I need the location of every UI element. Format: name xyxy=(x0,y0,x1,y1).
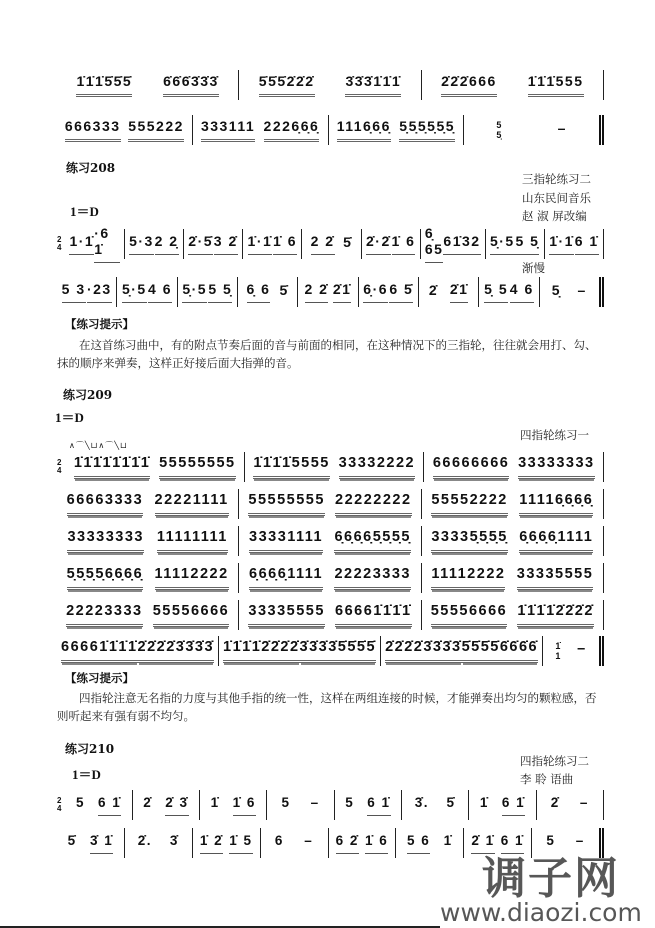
measure xyxy=(421,225,486,259)
note-group: 5̇5̇5̇2̇2̇2̇ xyxy=(259,73,315,97)
note-group: 33333333 xyxy=(67,529,144,553)
sustain-dash: – xyxy=(304,833,314,848)
measure xyxy=(238,277,298,307)
measure xyxy=(65,790,132,820)
note-group: 6 1̇ xyxy=(575,233,599,255)
note-group: 666333 xyxy=(65,118,121,142)
watermark-url: www.diaozi.com xyxy=(440,898,642,927)
tempo-mark: 渐慢 xyxy=(522,261,545,275)
measure xyxy=(57,636,219,666)
note-group: 1̇ 2̇ xyxy=(200,833,223,854)
measure xyxy=(298,277,358,307)
note-group: 555222 xyxy=(128,118,184,142)
note-group: 1̇ 6 xyxy=(273,233,297,255)
note-group: 5̣5̣5̣5̣6̣6̣6̣6̣ xyxy=(67,566,144,590)
note-group: 2 2̇ xyxy=(305,281,329,303)
measure xyxy=(65,225,124,259)
measure xyxy=(117,277,177,307)
measure xyxy=(424,452,604,482)
note-group: 3̇3̇3̇3̇5̇5̇5̇5̇ xyxy=(300,639,377,663)
note-group: 3̇3̇3̇1̇1̇1̇ xyxy=(345,73,401,97)
note-group: 2̇ xyxy=(550,795,560,810)
note-group: 5 6 xyxy=(407,833,430,854)
time-signature xyxy=(57,797,61,813)
note-group: 5̇ xyxy=(279,281,289,298)
exercise-208-key: 1＝D xyxy=(70,204,99,219)
note-group: 1̇ 6 xyxy=(392,233,416,255)
note-group: 66666666 xyxy=(433,455,510,479)
measure xyxy=(193,828,261,858)
note-group: 11112222 xyxy=(431,566,505,590)
note-group: 3 2̇ xyxy=(214,233,238,255)
time-signature xyxy=(57,236,61,252)
note-group: 1̇·1̇ xyxy=(549,233,574,255)
note-group: 5̣·5 xyxy=(182,281,207,303)
measure xyxy=(57,828,125,858)
measure xyxy=(362,229,421,259)
note-group: 1̇ 5 xyxy=(229,833,252,854)
measure xyxy=(422,526,604,556)
note-group: 22222222 xyxy=(335,492,412,516)
note-group: 6̣ 65 xyxy=(425,225,444,263)
measure xyxy=(239,563,421,593)
note-group: ·6 1̇ xyxy=(94,225,120,263)
time-signature-bottom: 4 xyxy=(57,466,62,475)
measure xyxy=(239,70,421,100)
ex207-tail-system-2 xyxy=(57,115,604,145)
note-group: 5 xyxy=(546,833,556,848)
note-group: 5 xyxy=(345,795,355,810)
time-signature-bottom: 4 xyxy=(57,243,62,252)
note-group: 1̇·1̇ xyxy=(248,233,273,255)
exercise-210-composer: 李 聆 语曲 xyxy=(520,772,574,786)
note-group: 6 1̇ xyxy=(501,833,524,854)
note-group: 2̇·5̇ xyxy=(188,233,213,255)
note-group: 5̇5̇5̇5̇6̇6̇6̇6̇ xyxy=(462,639,539,663)
note-group: 33333333 xyxy=(518,455,595,479)
measure xyxy=(396,828,464,858)
note-group: 1̇1̇1̇1̇2̇2̇2̇2̇ xyxy=(223,639,300,663)
ex209-system-4 xyxy=(57,563,604,593)
measure xyxy=(381,636,543,666)
note-group: 55555555 xyxy=(159,455,236,479)
ex209-system-6 xyxy=(57,636,604,666)
note-group: 33335555 xyxy=(248,603,325,627)
measure xyxy=(65,452,245,482)
exercise-210-title: 练习210 xyxy=(65,742,115,756)
measure xyxy=(184,229,243,259)
note-group: 2̇1̇ xyxy=(450,281,469,303)
measure xyxy=(178,277,238,307)
note-group: 4 6 xyxy=(148,281,172,303)
measure xyxy=(486,229,545,259)
note-group: 2̇ xyxy=(428,281,439,298)
note-group: 1̇ xyxy=(479,795,489,810)
note-group: 6̣·6 xyxy=(363,281,388,303)
note-group: 6 1̇ xyxy=(502,795,525,816)
note-group: 2̇ xyxy=(143,795,153,810)
sustain-dash: – xyxy=(577,640,587,657)
sustain-dash: – xyxy=(579,795,589,810)
measure xyxy=(402,790,469,820)
note-group: 33335555 xyxy=(517,566,594,590)
exercise-209-key: 1＝D xyxy=(55,410,84,425)
measure xyxy=(193,115,329,145)
chord-note: 1̇ xyxy=(555,641,561,651)
note-group: 4 6 xyxy=(510,281,534,303)
note-group: 2226̣6̣6̣ xyxy=(264,118,320,142)
time-signature-top: 2 xyxy=(57,458,62,467)
exercise-208-subtitle: 三指轮练习二 xyxy=(522,172,591,186)
exercise-209-title: 练习209 xyxy=(63,388,113,402)
sustain-dash: – xyxy=(557,119,567,136)
measure xyxy=(422,600,604,630)
note-group: 1̇1̇1̇1̇2̇2̇2̇2̇ xyxy=(517,603,594,627)
time-signature-bottom: 4 xyxy=(57,804,62,813)
note-group: 1116̣6̣6̣ xyxy=(337,118,391,142)
measure xyxy=(243,229,302,259)
exercise-208-source: 山东民间音乐 xyxy=(522,191,591,205)
note-group: 2̇2̇2̇666 xyxy=(441,73,497,97)
measure xyxy=(125,229,184,259)
note-group: 5 3 xyxy=(62,281,86,303)
measure xyxy=(540,277,604,307)
measure xyxy=(335,790,402,820)
measure xyxy=(543,636,604,666)
note-group: 5̣·5 xyxy=(122,281,147,303)
measure xyxy=(239,526,421,556)
note-group: 6 xyxy=(274,833,284,848)
ex209-system-5 xyxy=(57,600,604,630)
note-group: 33335̣5̣5̣5̣ xyxy=(431,529,508,553)
sustain-dash: – xyxy=(577,281,587,298)
sustain-dash: – xyxy=(310,795,320,810)
measure xyxy=(419,277,479,307)
note-group: 5̇ xyxy=(67,833,77,848)
exercise-210-subtitle: 四指轮练习二 xyxy=(520,754,589,768)
note-group: 22221111 xyxy=(155,492,229,516)
note-group: 55555555 xyxy=(248,492,325,516)
chord-note: 5 xyxy=(496,120,502,130)
note-group: 5̣·5 xyxy=(490,233,515,255)
note-group: 5 xyxy=(75,795,85,810)
note-group: 5̣5̣5̣5̣5̣5̣ xyxy=(399,118,455,142)
watermark-logo: 调子网 xyxy=(482,853,620,904)
note-group: 5̇ xyxy=(343,233,353,250)
measure xyxy=(422,563,604,593)
note-group: 2̇·2̇ xyxy=(366,233,391,255)
time-signature-top: 2 xyxy=(57,235,62,244)
measure xyxy=(261,828,329,858)
note-group: 5̇ xyxy=(446,795,456,810)
note-group: 2̇ 3̇ xyxy=(165,795,188,816)
note-group: 55552222 xyxy=(431,492,508,516)
note-group: 55556666 xyxy=(153,603,230,627)
measure xyxy=(200,790,267,820)
ex209-system-1 xyxy=(57,452,604,482)
measure xyxy=(329,115,465,145)
time-signature-top: 2 xyxy=(57,796,62,805)
measure xyxy=(125,828,193,858)
chord xyxy=(555,641,560,661)
note-group: 6̇6̇6̇3̇3̇3̇ xyxy=(163,73,219,97)
tip-text-209: 四指轮注意无名指的力度与其他手指的统一性，这样在两组连接的时候，才能弹奏出均匀的颗粒感，否则听起来有强有弱不均匀。 xyxy=(57,691,597,723)
measure xyxy=(239,489,421,519)
measure xyxy=(57,563,239,593)
note-group: 1̇ 6 xyxy=(365,833,388,854)
note-group: 33331111 xyxy=(249,529,323,553)
measure xyxy=(57,489,239,519)
fingering-marks: ∧⌒╲⊔∧⌒╲⊔ xyxy=(69,441,128,450)
note-group: 3̇ xyxy=(169,833,179,848)
note-group: 5 5̣ xyxy=(208,281,232,303)
note-group: 11111111 xyxy=(157,529,228,553)
measure xyxy=(537,790,604,820)
measure xyxy=(57,526,239,556)
note-group: 5̣ xyxy=(551,281,562,298)
exercise-209-subtitle: 四指轮练习一 xyxy=(520,428,589,442)
note-group: 2̇. xyxy=(137,833,153,848)
measure xyxy=(245,452,425,482)
measure xyxy=(219,636,381,666)
measure xyxy=(57,600,239,630)
note-group: 3̇. xyxy=(414,795,430,810)
note-group: 6 2̇ xyxy=(336,833,359,854)
note-group: 22223333 xyxy=(66,603,143,627)
note-group: 1̇1̇1̇555 xyxy=(528,73,584,97)
measure xyxy=(479,277,539,307)
measure xyxy=(133,790,200,820)
exercise-208-title: 练习208 xyxy=(66,161,116,175)
ex209-system-3 xyxy=(57,526,604,556)
chord-note: 1 xyxy=(555,651,561,661)
time-signature xyxy=(57,459,61,475)
ex208-system-1 xyxy=(57,225,604,259)
tip-text-208: 在这首练习曲中，有的附点节奏后面的音与前面的相同，在这种情况下的三指轮，往往就会用打、勾、抹的顺序来弹奏，这样正好接后面大指弹的音。 xyxy=(57,338,597,370)
measure xyxy=(422,489,604,519)
note-group: 11116̣6̣6̣6̣ xyxy=(519,492,593,516)
note-group: 1̇ xyxy=(443,833,453,848)
note-group: 5 xyxy=(281,795,291,810)
note-group: 1·1̇ xyxy=(69,233,94,255)
ex207-tail-system-1 xyxy=(57,70,604,100)
note-group: 2̇2̇2̇2̇3̇3̇3̇3̇ xyxy=(138,639,215,663)
note-group: 3̇ 1̇ xyxy=(90,833,113,854)
measure xyxy=(57,277,117,307)
note-group: 22223333 xyxy=(334,566,411,590)
note-group: 1̇ xyxy=(210,795,220,810)
note-group: 6 5̇ xyxy=(389,281,413,303)
note-group: ·23 xyxy=(87,281,112,303)
note-group: 5 5̣ xyxy=(515,233,539,255)
measure xyxy=(267,790,334,820)
note-group: 2̇2̇2̇2̇3̇3̇3̇3̇ xyxy=(385,639,462,663)
measure xyxy=(359,277,419,307)
chord-note: 5̣ xyxy=(496,130,502,140)
chord xyxy=(496,120,501,140)
ex210-system-1 xyxy=(57,790,604,820)
note-group: 6̣6̣6̣6̣5̣5̣5̣5̣ xyxy=(334,529,411,553)
note-group: 61̇32 xyxy=(443,233,480,255)
measure xyxy=(545,229,604,259)
note-group: 1̇1̇1̇5̇5̇5̇ xyxy=(76,73,132,97)
note-group: 1̇1̇1̇1̇5555 xyxy=(253,455,330,479)
measure xyxy=(469,790,536,820)
measure xyxy=(329,828,397,858)
sustain-dash: – xyxy=(575,833,585,848)
tip-heading-208: 【练习提示】 xyxy=(65,317,134,331)
note-group: 6̣6̣6̣6̣1111 xyxy=(249,566,323,590)
note-group: 2̇1̇ xyxy=(333,281,352,303)
note-group: 2 2̇ xyxy=(311,233,335,255)
ex208-system-2 xyxy=(57,277,604,307)
note-group: 55556666 xyxy=(431,603,508,627)
note-group: 5̣ 5 xyxy=(484,281,508,303)
note-group: 11112222 xyxy=(155,566,229,590)
note-group: 6 1̇ xyxy=(367,795,390,816)
measure xyxy=(464,115,604,145)
measure xyxy=(239,600,421,630)
note-group: 1̇ 6 xyxy=(233,795,256,816)
ex209-system-2 xyxy=(57,489,604,519)
note-group: 66663333 xyxy=(67,492,144,516)
note-group: 1̇1̇1̇1̇1̇1̇1̇1̇ xyxy=(74,455,151,479)
tip-heading-209: 【练习提示】 xyxy=(65,671,134,685)
note-group: 33332222 xyxy=(339,455,416,479)
note-group: 2̇ 1̇ xyxy=(471,833,494,854)
note-group: 66661̇1̇1̇1̇ xyxy=(335,603,412,627)
measure xyxy=(57,115,193,145)
note-group: 6 1̇ xyxy=(98,795,121,816)
exercise-208-arranger: 赵 淑 屏改编 xyxy=(522,209,587,223)
note-group: 66661̇1̇1̇1̇ xyxy=(61,639,138,663)
measure xyxy=(57,70,239,100)
note-group: 6̣ 6 xyxy=(247,281,271,303)
measure xyxy=(302,229,361,259)
note-group: 2 2̣ xyxy=(155,233,179,255)
note-group: 5·3 xyxy=(129,233,154,255)
measure xyxy=(422,70,604,100)
exercise-210-key: 1＝D xyxy=(72,767,101,782)
note-group: 6̣6̣6̣6̣1111 xyxy=(519,529,593,553)
note-group: 333111 xyxy=(201,118,255,142)
